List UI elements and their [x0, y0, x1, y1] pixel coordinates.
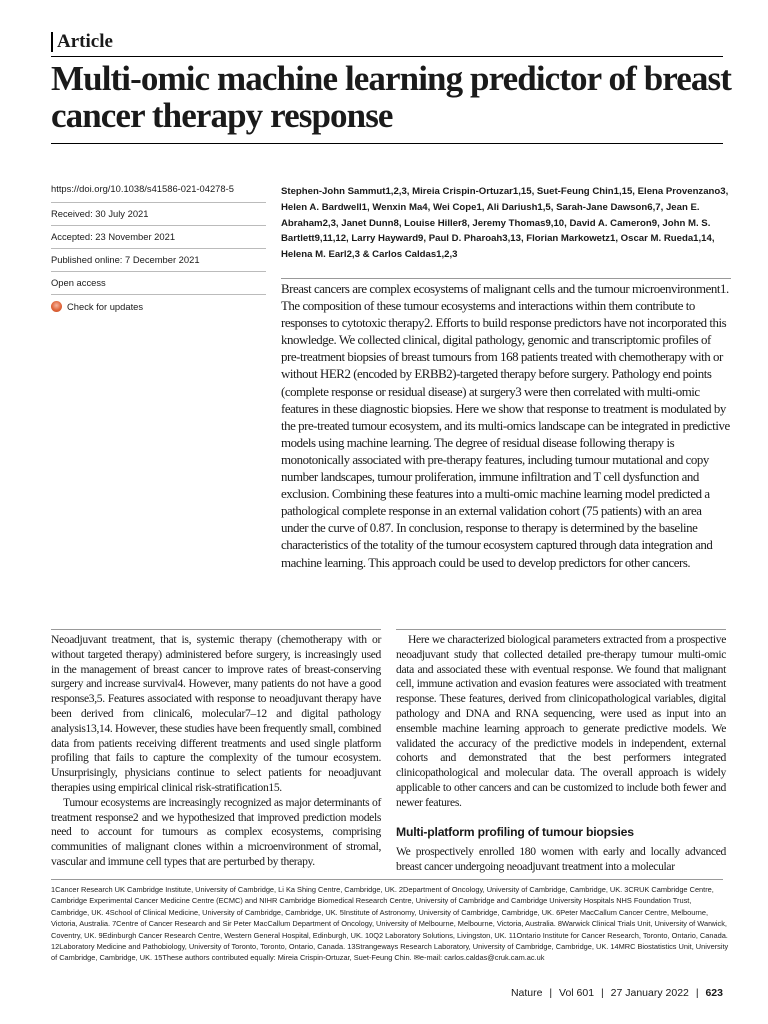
affiliations: 1Cancer Research UK Cambridge Institute, University of Cambridge, Li Ka Shing Centre, Cambridge, UK. 2Department of Oncology, University of Cambridge, Cambridge, UK. 3CRUK Cambridge Centre, Cambridge Experimental Cancer Medicine Centre (ECMC) and NIHR Cambridge Biomedical Research Centre, University of Cambridge and Cambridge University Hospitals NHS Foundation Trust, Cambridge, UK. 4School of Clinical Medicine, University of Cambridge, Cambridge, UK. 5Institute of Astronomy, University of Cambridge, Cambridge, UK. 6Peter MacCallum Cancer Centre, Melbourne, Victoria, Australia. 7Centre of Cancer Research and Sir Peter MacCallum Department of Oncology, University of Melbourne, Melbourne, Victoria, Australia. 8Warwick Clinical Trials Unit, University of Warwick, Coventry, UK. 9Edinburgh Cancer Research Centre, Western General Hospital, Edinburgh, UK. 10Q2 Laboratory Solutions, Livingston, UK. 11Ontario Institute for Cancer Research, Toronto, Ontario, Canada. 12Laboratory Medicine and Pathobiology, University of Toronto, Toronto, Ontario, Canada. 13Strangeways Research Laboratory, University of Cambridge, Cambridge, UK. 14MRC Biostatistics Unit, University of Cambridge, Cambridge, UK. 15These authors contributed equally: Mireia Crispin-Ortuzar, Suet-Feung Chin. ✉e-mail: carlos.caldas@cruk.cam.ac.uk	[51, 885, 729, 963]
check-for-updates-link[interactable]	[51, 295, 266, 318]
article-meta	[51, 180, 266, 318]
footer-separator: |	[601, 987, 604, 999]
title-rule	[51, 143, 723, 144]
author-list: Stephen-John Sammut1,2,3, Mireia Crispin-Ortuzar1,15, Suet-Feung Chin1,15, Elena Provenzano3, Helen A. Bardwell1, Wenxin Ma4, Wei Cope1, Ali Dariush1,5, Sarah-Jane Dawson6,7, Jean E. Abraham2,3, Janet Dunn8, Louise Hiller8, Jeremy Thomas9,10, David A. Cameron9, John M. S. Bartlett9,11,12, Larry Hayward9, Paul D. Pharoah3,13, Florian Markowetz1, Oscar M. Rueda1,14, Helena M. Earl2,3 & Carlos Caldas1,2,3	[281, 186, 729, 261]
body-column-right	[396, 629, 726, 875]
accepted-date: Accepted: 23 November 2021	[51, 226, 266, 249]
abstract: Breast cancers are complex ecosystems of malignant cells and the tumour microenvironment1. The composition of these tumour ecosystems and interactions within them contribute to responses to cytotoxic therapy2. Efforts to build response predictors have not incorporated this knowledge. We collected clinical, digital pathology, genomic and transcriptomic profiles of pre-treatment biopsies of breast tumours from 168 patients treated with chemotherapy with or without HER2 (encoded by ERBB2)-targeted therapy before surgery. Pathology end points (complete response or residual disease) at surgery3 were then correlated with multi-omic features in these diagnostic biopsies. Here we show that response to treatment is modulated by the pre-treated tumour ecosystem, and its multi-omics landscape can be integrated in predictive models using machine learning. The degree of residual disease following therapy is monotonically associated with pre-therapy features, including tumour mutational and copy number landscapes, tumour proliferation, immune infiltration and T cell dysfunction and exclusion. Combining these features into a multi-omic machine learning model predicted a pathological complete response in an external validation cohort (75 patients) with an area under the curve of 0.87. In conclusion, response to therapy is determined by the baseline characteristics of the totality of the tumour ecosystem captured through data integration and machine learning. This approach could be used to develop predictors for other cancers.	[281, 278, 731, 572]
page-number: 623	[705, 987, 723, 999]
check-for-updates-icon	[51, 301, 62, 312]
open-access-label: Open access	[51, 272, 266, 295]
footer-separator: |	[549, 987, 553, 999]
journal-name: Nature	[510, 987, 543, 999]
received-date: Received: 30 July 2021	[51, 203, 266, 226]
footnote-rule	[51, 879, 723, 880]
doi-link[interactable]: https://doi.org/10.1038/s41586-021-04278-5	[51, 180, 266, 203]
issue-date: 27 January 2022	[610, 987, 689, 999]
body-paragraph: We prospectively enrolled 180 women with early and locally advanced breast cancer undergoing neoadjuvant treatment into a molecular	[396, 845, 726, 874]
section-heading: Multi-platform profiling of tumour biopsies	[396, 824, 634, 839]
article-title: Multi-omic machine learning predictor of breast cancer therapy response	[51, 59, 731, 135]
check-for-updates-label: Check for updates	[67, 301, 144, 312]
article-type-label: Article	[51, 32, 113, 52]
journal-volume: Vol 601	[559, 987, 595, 999]
body-paragraph: Tumour ecosystems are increasingly recognized as major determinants of treatment response2 and we hypothesized that improved prediction models need to account for tumours as complex ecosystems, comprising communities of malignant clones within a microenvironment of stromal, vascular and immune cell types that are perturbed by therapy.	[51, 795, 381, 868]
footer-separator: |	[695, 987, 699, 999]
header-rule	[51, 56, 723, 57]
body-column-left	[51, 629, 381, 870]
page-footer	[511, 987, 723, 999]
body-paragraph: Here we characterized biological parameters extracted from a prospective neoadjuvant study that collected detailed pre-therapy tumour multi-omic data and associated these with eventual response. We found that malignant cell, immune activation and evasion features were associated with treatment response. These features, derived from clinicopathological variables, digital pathology and DNA and RNA sequencing, were used as input into an ensemble machine learning approach to generate predictive models. We validated the accuracy of the predictive models in independent, external cohorts and demonstrated that the best performers integrated clinicopathological and molecular data. The overall approach is widely applicable to other cancers and can be customized to include both fewer and newer features.	[396, 633, 726, 809]
body-paragraph: Neoadjuvant treatment, that is, systemic therapy (chemotherapy with or without targeted therapy) administered before surgery, is increasingly used in the management of breast cancer to improve rates of breast-conserving surgery and increase survival4. However, many patients do not have a good response3,5. Features associated with response to neoadjuvant therapy have been derived from clinical6, molecular7–12 and digital pathology analysis13,14. However, these studies have been frequently small, combined data from patients receiving different treatments and used single platform profiling that fails to capture the complexity of the tumour ecosystem. Unsurprisingly, physicians continue to select patients for neoadjuvant therapies using empirical clinical risk-stratification15.	[51, 633, 381, 794]
published-date: Published online: 7 December 2021	[51, 249, 266, 272]
